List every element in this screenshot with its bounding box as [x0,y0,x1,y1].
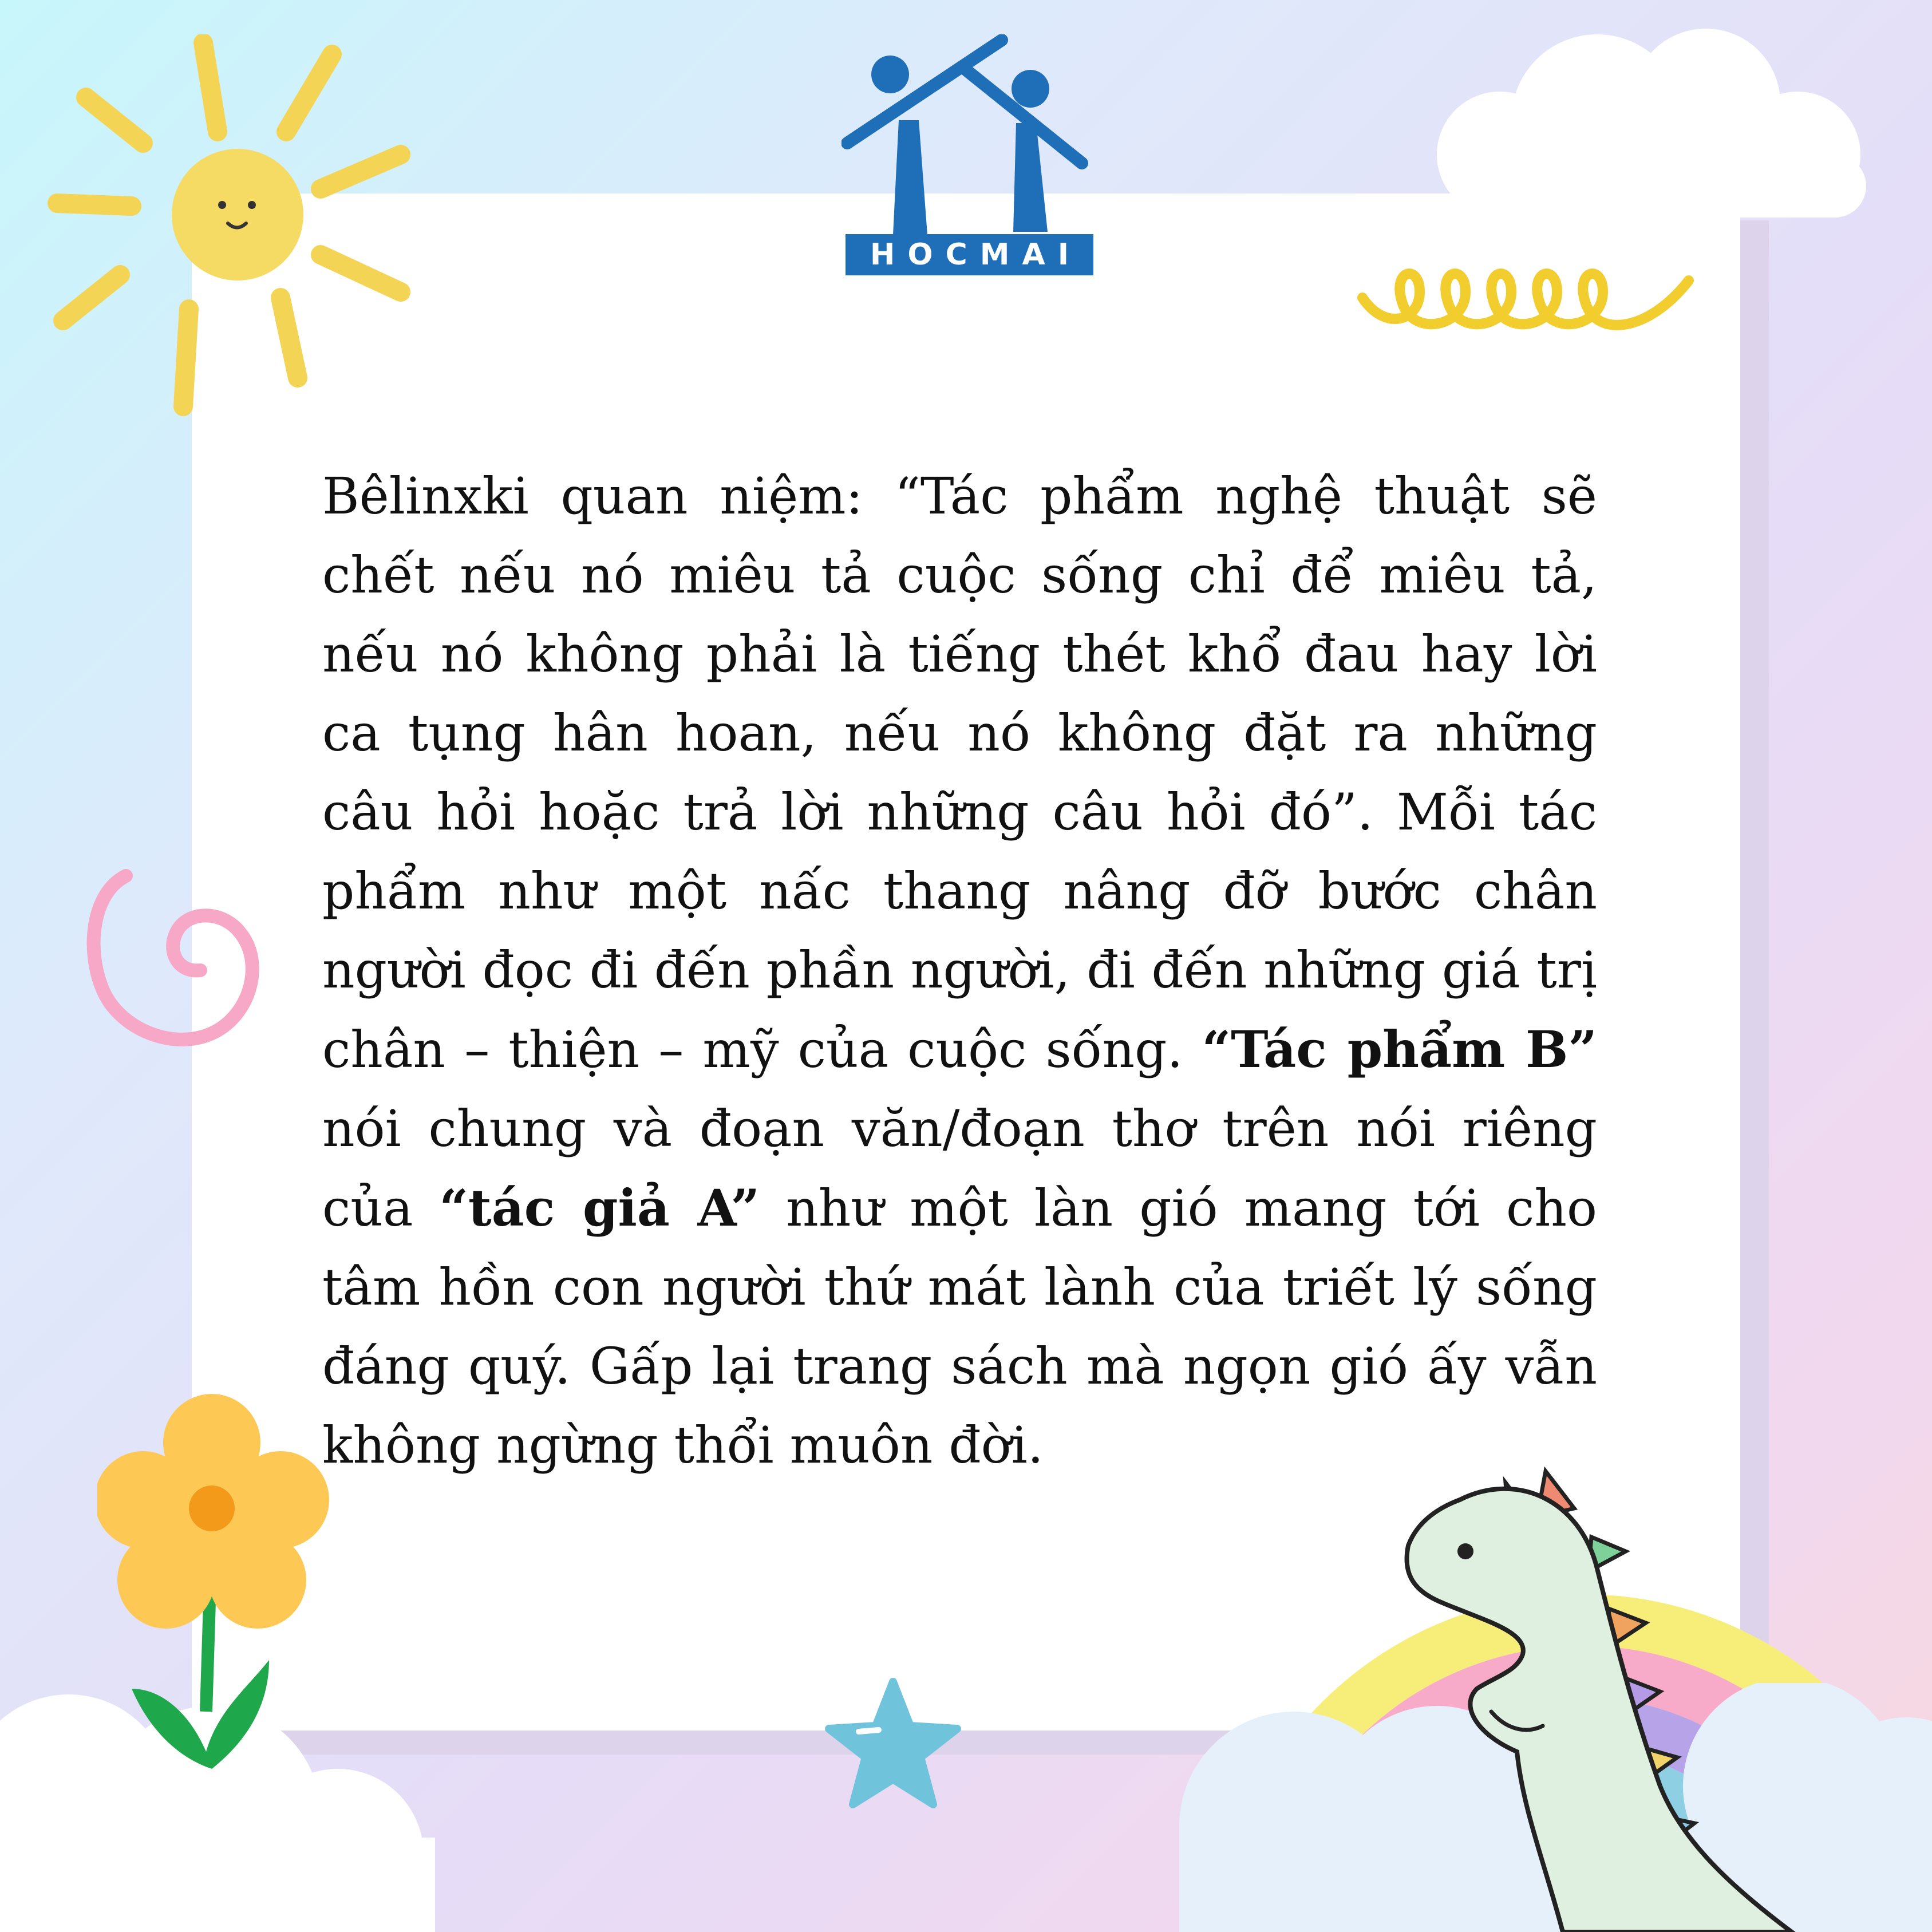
body-text-part2: nói chung và đoạn văn/đoạn thơ trên nói riêng của [322,1099,1597,1238]
work-title-bold: “Tác phẩm B” [1202,1020,1597,1079]
dinosaur-icon [1391,1465,1866,1932]
body-text-part1: Bêlinxki quan niệm: “Tác phẩm nghệ thuật sẽ chết nếu nó miêu tả cuộc sống chỉ để miêu tả, nếu nó không phải là tiếng thét khổ đau hay lời ca tụng hân hoan, nếu nó không đặt ra những câu hỏi hoặc trả lời những câu hỏi đó”. Mỗi tác phẩm như một nấc thang nâng đỡ bước chân người đọc đi đến phần người, đi đến những giá trị chân – thiện – mỹ của cuộc sống. [322,467,1597,1079]
body-paragraph [322,457,1597,1485]
logo-wordmark: HOCMAI [846,234,1093,275]
flower-icon [97,1391,338,1780]
body-text-part3: như một làn gió mang tới cho tâm hồn con người thứ mát lành của triết lý sống đáng quý. Gấp lại trang sách mà ngọn gió ấy vẫn không ngừng thổi muôn đời. [322,1179,1598,1475]
spiral-icon [80,864,280,1070]
author-name-bold: “tác giả A” [439,1178,760,1238]
star-icon [824,1677,962,1809]
squiggle-icon [1351,246,1700,361]
sun-icon [46,34,424,424]
